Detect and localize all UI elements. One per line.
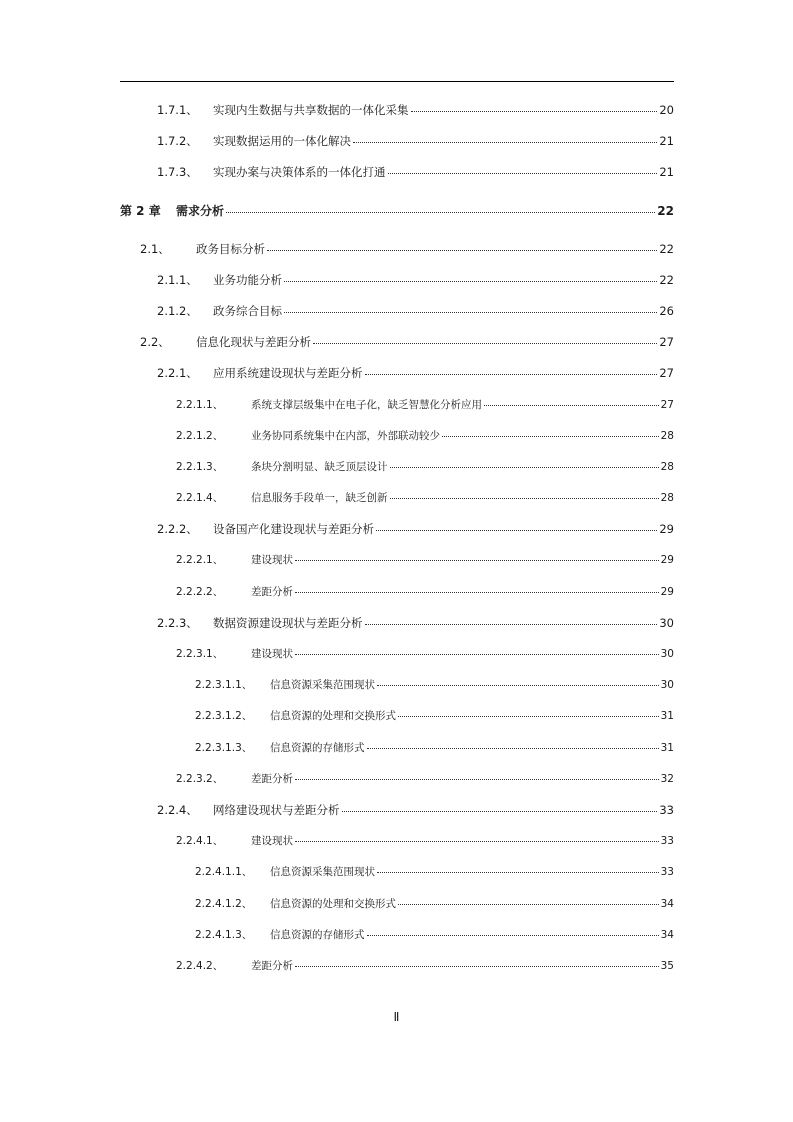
toc-entry-page: 30 [660,679,674,692]
toc-dot-leader [295,841,659,842]
toc-entry-number: 1.7.3、 [157,165,198,180]
toc-entry-title: 数据资源建设现状与差距分析 [213,615,363,630]
toc-dot-leader [484,405,659,406]
toc-entry[interactable] [120,795,674,826]
toc-entry-number: 1.7.2、 [157,134,198,149]
toc-entry-title: 应用系统建设现状与差距分析 [213,366,363,381]
toc-entry-number: 2.2.3.1.2、 [195,710,253,723]
toc-entry[interactable] [120,608,674,639]
toc-entry-number: 2.2.1.3、 [176,460,224,473]
toc-entry-title: 政务目标分析 [196,241,265,256]
toc-dot-leader [295,779,659,780]
toc-entry-page: 27 [659,366,674,381]
toc-entry[interactable] [120,390,674,421]
toc-entry-page: 27 [660,398,674,411]
toc-entry[interactable] [120,421,674,452]
toc-entry[interactable] [120,296,674,327]
toc-entry-number: 2.1.2、 [157,303,198,318]
toc-entry-title: 差距分析 [251,772,293,785]
toc-entry-page: 22 [657,203,674,218]
toc-dot-leader [295,560,659,561]
toc-entry-title: 信息资源的存储形式 [270,928,365,941]
toc-entry-number: 2.2.4.2、 [176,959,224,972]
toc-entry-title: 信息服务手段单一，缺乏创新 [251,492,388,505]
toc-entry-title: 实现内生数据与共享数据的一体化采集 [213,103,409,117]
toc-dot-leader [390,498,659,499]
toc-entry[interactable] [120,126,674,157]
toc-entry[interactable] [120,234,674,265]
toc-entry[interactable] [120,889,674,920]
toc-entry-page: 31 [660,710,674,723]
toc-entry-page: 31 [660,741,674,754]
toc-entry-title: 信息资源的存储形式 [270,741,365,754]
toc-entry-number: 2.2.4.1、 [176,835,224,848]
toc-entry-page: 21 [659,134,674,149]
toc-dot-leader [388,173,658,174]
toc-dot-leader [284,281,657,282]
toc-entry-page: 26 [659,303,674,318]
toc-entry-title: 业务协同系统集中在内部，外部联动较少 [251,429,440,442]
toc-entry-title: 系统支撑层级集中在电子化，缺乏智慧化分析应用 [251,398,482,411]
toc-entry-title: 建设现状 [251,648,293,660]
toc-entry-number: 2.2.4.1.1、 [195,866,253,879]
toc-dot-leader [442,436,659,437]
toc-entry-page: 33 [659,802,674,817]
toc-entry-title: 实现数据运用的一体化解决 [213,134,351,149]
toc-entry-title: 需求分析 [176,203,225,218]
toc-entry[interactable] [120,920,674,951]
toc-dot-leader [267,250,657,251]
header-rule [120,81,674,82]
toc-dot-leader [295,592,659,593]
toc-entry[interactable] [120,545,674,576]
toc-entry-page: 35 [660,959,674,972]
toc-dot-leader [367,935,659,936]
toc-entry-title: 差距分析 [251,585,293,598]
toc-entry-number: 2.2.4.1.3、 [195,928,253,941]
toc-dot-leader [295,654,659,655]
toc-entry[interactable] [120,95,674,126]
toc-entry-title: 建设现状 [251,554,293,567]
toc-dot-leader [398,904,659,905]
toc-dot-leader [411,111,658,112]
toc-dot-leader [284,312,657,313]
toc-entry-page: 30 [660,648,674,660]
toc-entry-page: 22 [659,272,674,287]
toc-entry-page: 21 [659,165,674,180]
toc-entry[interactable] [120,639,674,670]
toc-entry-page: 29 [660,554,674,567]
toc-entry-page: 32 [660,772,674,785]
toc-entry-number: 1.7.1、 [157,103,198,117]
toc-entry-number: 2.2.4、 [157,802,198,817]
toc-entry-number: 2.2.2.2、 [176,585,224,598]
toc-dot-leader [365,624,658,625]
page-number: Ⅱ [393,1010,400,1024]
toc-entry[interactable] [120,452,674,483]
toc-entry-page: 33 [660,866,674,879]
toc-entry-page: 29 [659,522,674,537]
toc-dot-leader [295,966,659,967]
toc-entry-number: 2.1.1、 [157,272,198,287]
toc-entry[interactable] [120,327,674,358]
toc-entry-title: 政务综合目标 [213,303,282,318]
toc-dot-leader [390,467,659,468]
toc-entry[interactable] [120,358,674,389]
toc-entry[interactable] [120,265,674,296]
toc-entry[interactable] [120,701,674,732]
toc-entry-page: 28 [660,492,674,505]
toc-entry-title: 网络建设现状与差距分析 [213,802,340,817]
toc-entry[interactable] [120,483,674,514]
toc-entry[interactable] [120,733,674,764]
toc-entry[interactable] [120,157,674,188]
toc-entry-page: 34 [660,928,674,941]
toc-entry-number: 2.2.1、 [157,366,198,381]
toc-entry[interactable] [120,764,674,795]
toc-dot-leader [313,343,657,344]
toc-dot-leader [226,212,655,213]
toc-entry-number: 2.2.2.1、 [176,554,224,567]
toc-entry[interactable] [120,857,674,888]
toc-entry-page: 34 [660,897,674,910]
toc-dot-leader [365,374,658,375]
toc-dot-leader [376,530,657,531]
toc-entry-number: 2.2.4.1.2、 [195,897,253,910]
toc-entry-page: 22 [659,241,674,256]
toc-dot-leader [353,142,657,143]
toc-entry-page: 29 [660,585,674,598]
toc-entry-title: 信息资源的处理和交换形式 [270,897,396,910]
toc-entry-number: 2.2.3.1、 [176,648,224,660]
toc-entry-number: 2.1、 [140,241,170,256]
toc-entry-page: 28 [660,429,674,442]
toc-entry[interactable] [120,670,674,701]
toc-entry-number: 2.2.3、 [157,615,198,630]
toc-entry-title: 信息化现状与差距分析 [196,335,311,350]
toc-entry-number: 2.2、 [140,335,170,350]
toc-entry-title: 设备国产化建设现状与差距分析 [213,522,374,537]
toc-entry-number: 2.2.3.1.1、 [195,679,253,692]
toc-entry-title: 信息资源的处理和交换形式 [270,710,396,723]
table-of-contents [120,95,674,982]
toc-entry-number: 2.2.2、 [157,522,198,537]
toc-entry-number: 2.2.3.1.3、 [195,741,253,754]
toc-entry-page: 27 [659,335,674,350]
toc-dot-leader [342,811,658,812]
toc-dot-leader [367,748,659,749]
toc-entry-page: 33 [660,835,674,848]
toc-entry[interactable] [120,514,674,545]
toc-entry[interactable] [120,826,674,857]
toc-entry[interactable] [120,189,674,234]
toc-dot-leader [377,872,659,873]
toc-entry-title: 业务功能分析 [213,272,282,287]
toc-entry-number: 2.2.1.1、 [176,398,224,411]
toc-entry-page: 20 [659,103,674,117]
toc-entry[interactable] [120,951,674,982]
toc-entry-number: 2.2.3.2、 [176,772,224,785]
toc-entry-title: 条块分割明显、缺乏顶层设计 [251,460,388,473]
toc-entry-title: 实现办案与决策体系的一体化打通 [213,165,386,180]
toc-dot-leader [398,716,659,717]
toc-entry-title: 信息资源采集范围现状 [270,866,375,879]
toc-entry-title: 差距分析 [251,959,293,972]
toc-dot-leader [377,685,659,686]
toc-entry-title: 建设现状 [251,835,293,848]
toc-entry-number: 2.2.1.4、 [176,492,224,505]
toc-entry[interactable] [120,577,674,608]
toc-entry-page: 28 [660,460,674,473]
toc-entry-page: 30 [659,615,674,630]
toc-entry-number: 第 2 章 [120,203,161,218]
toc-entry-number: 2.2.1.2、 [176,429,224,442]
toc-entry-title: 信息资源采集范围现状 [270,679,375,692]
